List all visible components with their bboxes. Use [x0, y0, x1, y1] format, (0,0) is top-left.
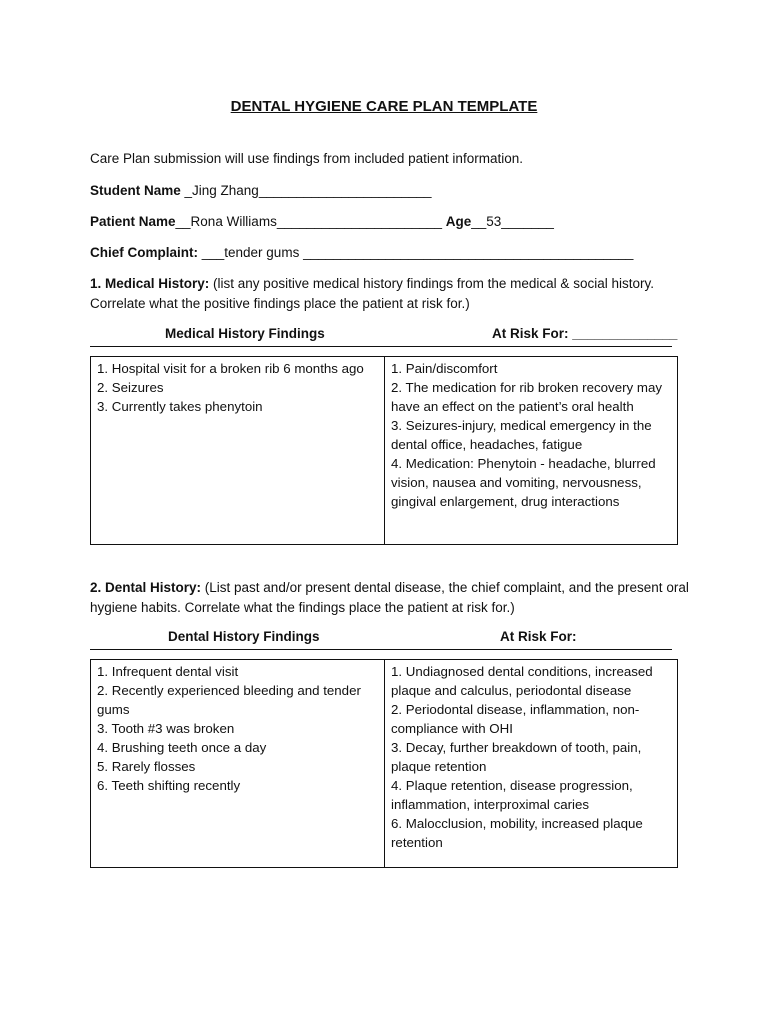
- dental-history-instructions: [90, 578, 690, 618]
- table-row: [91, 660, 678, 868]
- list-item: 1. Pain/discomfort: [391, 361, 498, 376]
- age-label: Age: [445, 214, 472, 229]
- list-item: 2. Periodontal disease, inflammation, non-compliance with OHI: [391, 702, 640, 736]
- dental-risk-header: At Risk For:: [500, 629, 577, 644]
- patient-name-label: Patient Name: [90, 214, 176, 229]
- list-item: 2. The medication for rib broken recovery may have an effect on the patient’s oral health: [391, 380, 662, 414]
- medical-history-instructions: [90, 274, 690, 314]
- list-item: 5. Rarely flosses: [97, 759, 196, 774]
- list-item: 6. Malocclusion, mobility, increased plaque retention: [391, 816, 643, 850]
- chief-complaint-value: ___tender gums ____________________________________________: [198, 245, 634, 260]
- medical-findings-cell: [91, 357, 385, 545]
- student-name-line: [90, 183, 432, 198]
- medical-history-heading: 1. Medical History:: [90, 276, 210, 291]
- chief-complaint-label: Chief Complaint:: [90, 245, 198, 260]
- list-item: 3. Tooth #3 was broken: [97, 721, 235, 736]
- medical-history-table: [90, 356, 678, 545]
- student-name-label: Student Name: [90, 183, 181, 198]
- list-item: 2. Recently experienced bleeding and tender gums: [97, 683, 361, 717]
- medical-column-headers: [90, 326, 678, 347]
- medical-risks-cell: [385, 357, 678, 545]
- list-item: 6. Teeth shifting recently: [97, 778, 241, 793]
- dental-column-headers: [90, 629, 672, 650]
- chief-complaint-line: [90, 245, 633, 260]
- list-item: 4. Plaque retention, disease progression, inflammation, interproximal caries: [391, 778, 633, 812]
- patient-name-line: [90, 214, 554, 229]
- dental-findings-cell: [91, 660, 385, 868]
- list-item: 2. Seizures: [97, 380, 164, 395]
- table-row: [91, 357, 678, 545]
- medical-history-description: (list any positive medical history findings from the medical & social history. Correlate what the positive findings place the patient at risk for.): [90, 276, 654, 311]
- intro-text: Care Plan submission will use findings from included patient information.: [90, 151, 523, 166]
- medical-risk-header: At Risk For: ______________: [492, 326, 678, 341]
- list-item: 3. Seizures-injury, medical emergency in the dental office, headaches, fatigue: [391, 418, 652, 452]
- dental-history-heading: 2. Dental History:: [90, 580, 202, 595]
- list-item: 1. Undiagnosed dental conditions, increased plaque and calculus, periodontal disease: [391, 664, 653, 698]
- document-title: DENTAL HYGIENE CARE PLAN TEMPLATE: [230, 98, 538, 115]
- list-item: 1. Infrequent dental visit: [97, 664, 239, 679]
- age-value: __53_______: [471, 214, 554, 229]
- dental-risks-cell: [385, 660, 678, 868]
- dental-history-description: (List past and/or present dental disease, the chief complaint, and the present oral hygiene habits. Correlate what the findings place the patient at risk for.): [90, 580, 689, 615]
- list-item: 3. Decay, further breakdown of tooth, pain, plaque retention: [391, 740, 642, 774]
- medical-findings-header: Medical History Findings: [165, 326, 325, 341]
- dental-findings-header: Dental History Findings: [168, 629, 320, 644]
- dental-history-table: [90, 659, 678, 868]
- list-item: 4. Medication: Phenytoin - headache, blurred vision, nausea and vomiting, nervousness, gingival enlargement, drug interactions: [391, 456, 656, 509]
- student-name-value: _Jing Zhang_______________________: [180, 183, 432, 198]
- patient-name-value: __Rona Williams______________________: [175, 214, 446, 229]
- list-item: 1. Hospital visit for a broken rib 6 months ago: [97, 361, 364, 376]
- list-item: 4. Brushing teeth once a day: [97, 740, 267, 755]
- list-item: 3. Currently takes phenytoin: [97, 399, 263, 414]
